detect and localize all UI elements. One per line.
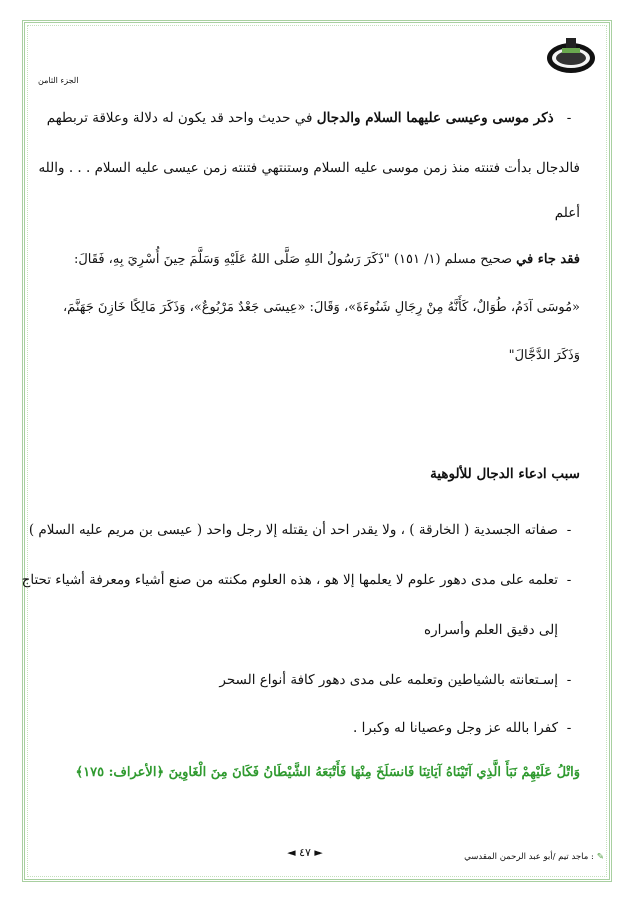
section1-title-bold: ذكر موسى وعيسى عليهما السلام والدجال [316, 110, 554, 126]
pen-icon: ✎ [596, 852, 604, 862]
bullet: - [566, 110, 572, 126]
list-item [52, 718, 580, 738]
list-item-text: إلى دقيق العلم وأسراره [424, 622, 558, 638]
arrow-left-icon: ◄ [287, 846, 296, 859]
part-label: الجزء الثامن [38, 76, 79, 85]
book-emblem-icon [546, 36, 596, 76]
list-item-text: إسـتعانته بالشياطين وتعلمه على مدى دهور كافة أنواع السحر [219, 672, 558, 688]
section1-title-line [46, 108, 580, 128]
list-item-text: كفرا بالله عز وجل وعصيانا له وكبرا . [353, 720, 558, 736]
list-item [52, 670, 580, 690]
list-item-text: صفاته الجسدية ( الخارقة ) ، ولا يقدر احد أن يقتله إلا رجل واحد ( عيسى بن مريم عليه السلام ) [28, 522, 558, 538]
bullet: - [566, 672, 572, 688]
quran-verse: وَاتْلُ عَلَيْهِمْ نَبَأَ الَّذِي آتَيْنَاهُ آيَاتِنَا فَانسَلَخَ مِنْهَا فَأَتْبَعَهُ الشَّيْطَانُ فَكَانَ مِنَ الْغَاوِينَ ﴿الأعراف: ١٧٥﴾ [75, 765, 580, 780]
section1-title-rest: في حديث واحد قد يكون له دلالة وعلاقة تربطهم [46, 110, 317, 126]
author-name: : ماجد تيم /أبو عبد الرحمن المقدسي [464, 852, 594, 862]
page-number-block [260, 846, 350, 859]
page-number: ٤٧ [299, 846, 311, 859]
section2-heading: سبب ادعاء الدجال للألوهية [430, 466, 580, 482]
hadith-source: صحيح مسلم (١/ ١٥١) [389, 252, 517, 267]
list-item [28, 520, 580, 540]
hadith-line1 [52, 250, 580, 270]
section1-line2: فالدجال بدأت فتنته منذ زمن موسى عليه السلام وستنتهي فتنته زمن عيسى عليه السلام . . . والله [38, 160, 580, 176]
bullet: - [566, 522, 572, 538]
footer-author [464, 852, 604, 862]
section1-line3: أعلم [554, 205, 580, 221]
page-border-inner [27, 25, 607, 877]
bullet: - [566, 720, 572, 736]
list-item-continuation [52, 620, 580, 640]
bullet: - [566, 572, 572, 588]
list-item [21, 570, 580, 590]
hadith-quote-3: وَذَكَرَ الدَّجَّالَ" [508, 348, 580, 363]
arrow-right-icon: ► [314, 846, 323, 859]
hadith-quote-1: "ذَكَرَ رَسُولُ اللهِ صَلَّى اللهُ عَلَيْهِ وَسَلَّمَ حِينَ أُسْرِيَ بِهِ، فَقَالَ: [73, 252, 390, 267]
list-item-text: تعلمه على مدى دهور علوم لا يعلمها إلا هو ، هذه العلوم مكنته من صنع أشياء ومعرفة أشياء تحتاج [21, 572, 558, 588]
hadith-quote-2: «مُوسَى آدَمُ، طُوَالٌ، كَأَنَّهُ مِنْ رِجَالِ شَنُوءَةَ»، وَقَالَ: «عِيسَى جَعْدٌ مَرْبُوعٌ»، وَذَكَرَ مَالِكًا خَازِنَ جَهَنَّمَ، [62, 300, 580, 315]
hadith-lead: فقد جاء في [516, 252, 580, 267]
